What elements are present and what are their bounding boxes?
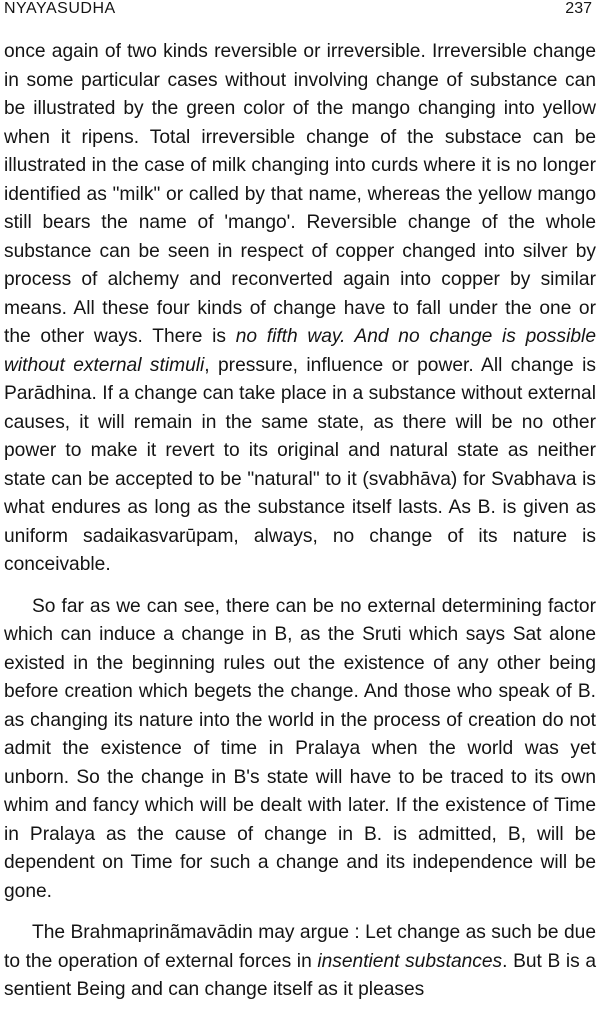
paragraph-text: . But B is a sentient Being and can change itself as it pleases [4, 950, 597, 1000]
paragraph-text: The Brahmaprinãmavādin may argue : Let change as such be due to the operation of external forces in [4, 922, 596, 972]
paragraph-text-italic: insentient substances [317, 950, 503, 972]
paragraph-2 [4, 593, 596, 907]
paragraph-text-italic: no fifth way. And no change is possible without external stimuli [4, 326, 596, 376]
paragraph-3 [4, 919, 596, 1005]
running-title: NYAYASUDHA [4, 0, 116, 17]
page-number: 237 [565, 0, 592, 17]
page-body [4, 38, 596, 1005]
paragraph-1 [4, 38, 596, 580]
paragraph-text: So far as we can see, there can be no external determining factor which can induce a change in B, as the Sruti which says Sat alone existed in the beginning rules out the existence of any other being before creation which begets the change. And those who speak of B. as changing its nature into the world in the process of creation do not admit the existence of time in Pralaya when the world was yet unborn. So the change in B's state will have to be traced to its own whim and fancy which will be dealt with later. If the existence of Time in Pralaya as the cause of change in B. is admitted, B, will be dependent on Time for such a change and its independence will be gone. [4, 595, 596, 902]
running-header [0, 0, 600, 24]
paragraph-text: once again of two kinds reversible or irreversible. Irreversible change in some particular cases without involving change of substance can be illustrated by the green color of the mango changing into yellow when it ripens. Total irreversible change of the substace can be illustrated in the case of milk changing into curds where it is no longer identified as "milk" or called by that name, whereas the yellow mango still bears the name of 'mango'. Reversible change of the whole substance can be seen in respect of copper changed into silver by process of alchemy and reconverted again into copper by similar means. All these four kinds of change have to fall under the one or the other ways. There is [4, 41, 596, 347]
paragraph-text: , pressure, influence or power. All change is Parādhina. If a change can take place in a substance without external causes, it will remain in the same state, as there will be no other power to make it revert to its original and natural state as neither state can be accepted to be "natural" to it (svabhāva) for Svabhava is what endures as long as the substance itself lasts. As B. is given as uniform sadaikasvarūpam, always, no change of its nature is conceivable. [4, 354, 596, 575]
